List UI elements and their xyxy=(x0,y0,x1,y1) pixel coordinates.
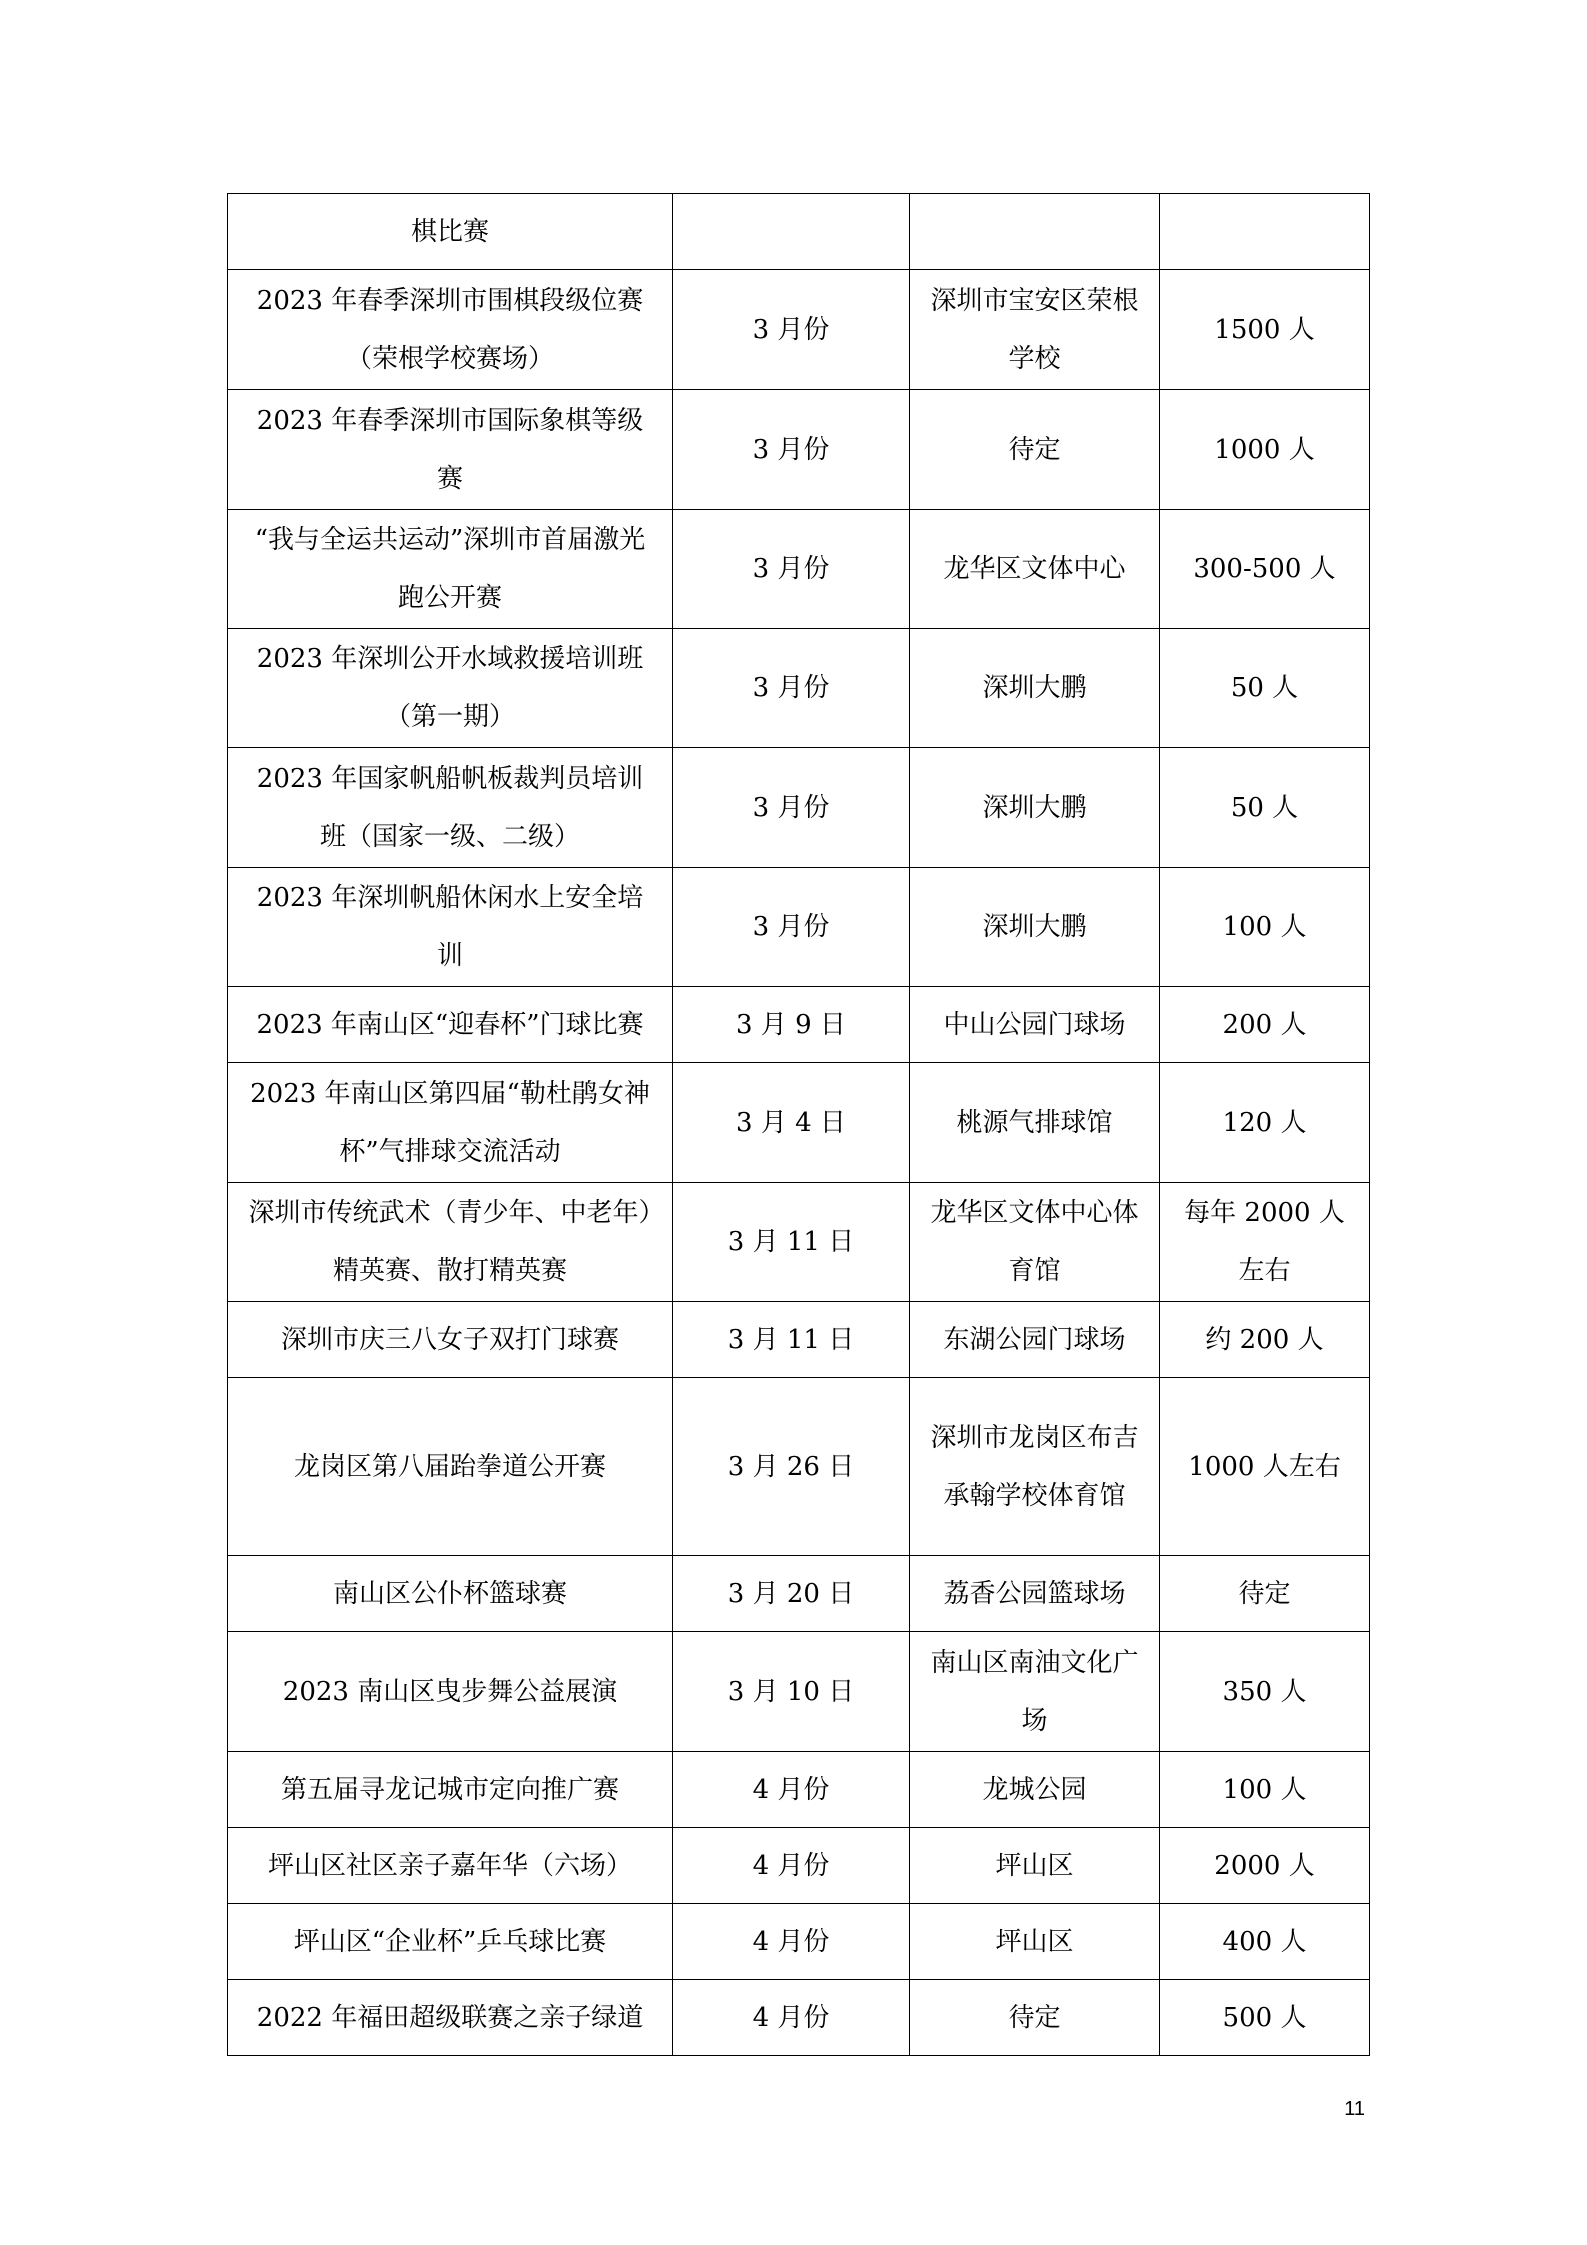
event-scale-cell: 50 人 xyxy=(1160,748,1370,868)
table-row xyxy=(228,748,1370,868)
event-venue-cell: 东湖公园门球场 xyxy=(910,1302,1160,1378)
event-name-cell: 2023 年国家帆船帆板裁判员培训班（国家一级、二级） xyxy=(228,748,673,868)
event-name-cell: 2023 年南山区第四届“勒杜鹃女神杯”气排球交流活动 xyxy=(228,1063,673,1183)
event-scale-cell: 50 人 xyxy=(1160,629,1370,748)
event-scale-cell xyxy=(1160,194,1370,270)
event-date-cell: 3 月 11 日 xyxy=(673,1302,910,1378)
event-name-cell: “我与全运共运动”深圳市首届激光跑公开赛 xyxy=(228,510,673,629)
table-row xyxy=(228,1828,1370,1904)
event-venue-cell: 深圳大鹏 xyxy=(910,629,1160,748)
table-row xyxy=(228,1378,1370,1556)
event-scale-cell: 1000 人 xyxy=(1160,390,1370,510)
table-row xyxy=(228,1302,1370,1378)
event-name-cell: 坪山区“企业杯”乒乓球比赛 xyxy=(228,1904,673,1980)
event-scale-cell: 100 人 xyxy=(1160,868,1370,987)
event-venue-cell: 待定 xyxy=(910,1980,1160,2056)
event-scale-cell: 待定 xyxy=(1160,1556,1370,1632)
event-scale-cell: 每年 2000 人左右 xyxy=(1160,1183,1370,1302)
table-row xyxy=(228,1063,1370,1183)
event-name-cell: 南山区公仆杯篮球赛 xyxy=(228,1556,673,1632)
table-row xyxy=(228,270,1370,390)
table-row xyxy=(228,629,1370,748)
event-name-cell: 2023 年深圳公开水域救援培训班（第一期） xyxy=(228,629,673,748)
event-name-cell: 龙岗区第八届跆拳道公开赛 xyxy=(228,1378,673,1556)
event-scale-cell: 2000 人 xyxy=(1160,1828,1370,1904)
event-venue-cell: 深圳市宝安区荣根学校 xyxy=(910,270,1160,390)
event-name-cell: 棋比赛 xyxy=(228,194,673,270)
event-date-cell: 3 月 26 日 xyxy=(673,1378,910,1556)
event-date-cell: 3 月 10 日 xyxy=(673,1632,910,1752)
event-name-cell: 深圳市庆三八女子双打门球赛 xyxy=(228,1302,673,1378)
event-date-cell: 3 月 11 日 xyxy=(673,1183,910,1302)
event-date-cell: 4 月份 xyxy=(673,1980,910,2056)
table-row xyxy=(228,194,1370,270)
event-venue-cell: 龙城公园 xyxy=(910,1752,1160,1828)
event-date-cell: 4 月份 xyxy=(673,1828,910,1904)
table-row xyxy=(228,510,1370,629)
event-date-cell: 3 月份 xyxy=(673,510,910,629)
event-scale-cell: 300-500 人 xyxy=(1160,510,1370,629)
table-row xyxy=(228,1183,1370,1302)
event-date-cell: 3 月份 xyxy=(673,748,910,868)
event-date-cell: 3 月 4 日 xyxy=(673,1063,910,1183)
event-venue-cell: 桃源气排球馆 xyxy=(910,1063,1160,1183)
event-scale-cell: 100 人 xyxy=(1160,1752,1370,1828)
event-date-cell: 4 月份 xyxy=(673,1904,910,1980)
event-venue-cell: 深圳大鹏 xyxy=(910,868,1160,987)
table-row xyxy=(228,1632,1370,1752)
event-name-cell: 2023 年春季深圳市国际象棋等级赛 xyxy=(228,390,673,510)
event-scale-cell: 1000 人左右 xyxy=(1160,1378,1370,1556)
event-date-cell: 3 月份 xyxy=(673,270,910,390)
table-row xyxy=(228,1752,1370,1828)
event-scale-cell: 约 200 人 xyxy=(1160,1302,1370,1378)
event-venue-cell: 待定 xyxy=(910,390,1160,510)
event-name-cell: 2022 年福田超级联赛之亲子绿道 xyxy=(228,1980,673,2056)
event-scale-cell: 1500 人 xyxy=(1160,270,1370,390)
event-scale-cell: 200 人 xyxy=(1160,987,1370,1063)
event-date-cell: 3 月份 xyxy=(673,868,910,987)
event-name-cell: 坪山区社区亲子嘉年华（六场） xyxy=(228,1828,673,1904)
table-row xyxy=(228,1904,1370,1980)
event-name-cell: 第五届寻龙记城市定向推广赛 xyxy=(228,1752,673,1828)
event-venue-cell: 龙华区文体中心 xyxy=(910,510,1160,629)
event-date-cell: 3 月份 xyxy=(673,390,910,510)
event-date-cell: 4 月份 xyxy=(673,1752,910,1828)
event-name-cell: 2023 南山区曳步舞公益展演 xyxy=(228,1632,673,1752)
event-venue-cell xyxy=(910,194,1160,270)
event-venue-cell: 坪山区 xyxy=(910,1904,1160,1980)
event-name-cell: 2023 年春季深圳市围棋段级位赛（荣根学校赛场） xyxy=(228,270,673,390)
event-date-cell xyxy=(673,194,910,270)
event-scale-cell: 500 人 xyxy=(1160,1980,1370,2056)
event-scale-cell: 350 人 xyxy=(1160,1632,1370,1752)
event-venue-cell: 南山区南油文化广场 xyxy=(910,1632,1160,1752)
event-scale-cell: 400 人 xyxy=(1160,1904,1370,1980)
event-venue-cell: 深圳市龙岗区布吉承翰学校体育馆 xyxy=(910,1378,1160,1556)
event-scale-cell: 120 人 xyxy=(1160,1063,1370,1183)
event-name-cell: 深圳市传统武术（青少年、中老年）精英赛、散打精英赛 xyxy=(228,1183,673,1302)
event-date-cell: 3 月份 xyxy=(673,629,910,748)
event-venue-cell: 龙华区文体中心体育馆 xyxy=(910,1183,1160,1302)
table-row xyxy=(228,1556,1370,1632)
page-number: 11 xyxy=(1344,2098,1365,2120)
event-table xyxy=(227,193,1370,2056)
table-row xyxy=(228,390,1370,510)
event-date-cell: 3 月 20 日 xyxy=(673,1556,910,1632)
event-name-cell: 2023 年南山区“迎春杯”门球比赛 xyxy=(228,987,673,1063)
table-row xyxy=(228,987,1370,1063)
table-row xyxy=(228,868,1370,987)
event-date-cell: 3 月 9 日 xyxy=(673,987,910,1063)
event-venue-cell: 中山公园门球场 xyxy=(910,987,1160,1063)
event-venue-cell: 坪山区 xyxy=(910,1828,1160,1904)
table-row xyxy=(228,1980,1370,2056)
event-name-cell: 2023 年深圳帆船休闲水上安全培训 xyxy=(228,868,673,987)
event-venue-cell: 荔香公园篮球场 xyxy=(910,1556,1160,1632)
event-venue-cell: 深圳大鹏 xyxy=(910,748,1160,868)
